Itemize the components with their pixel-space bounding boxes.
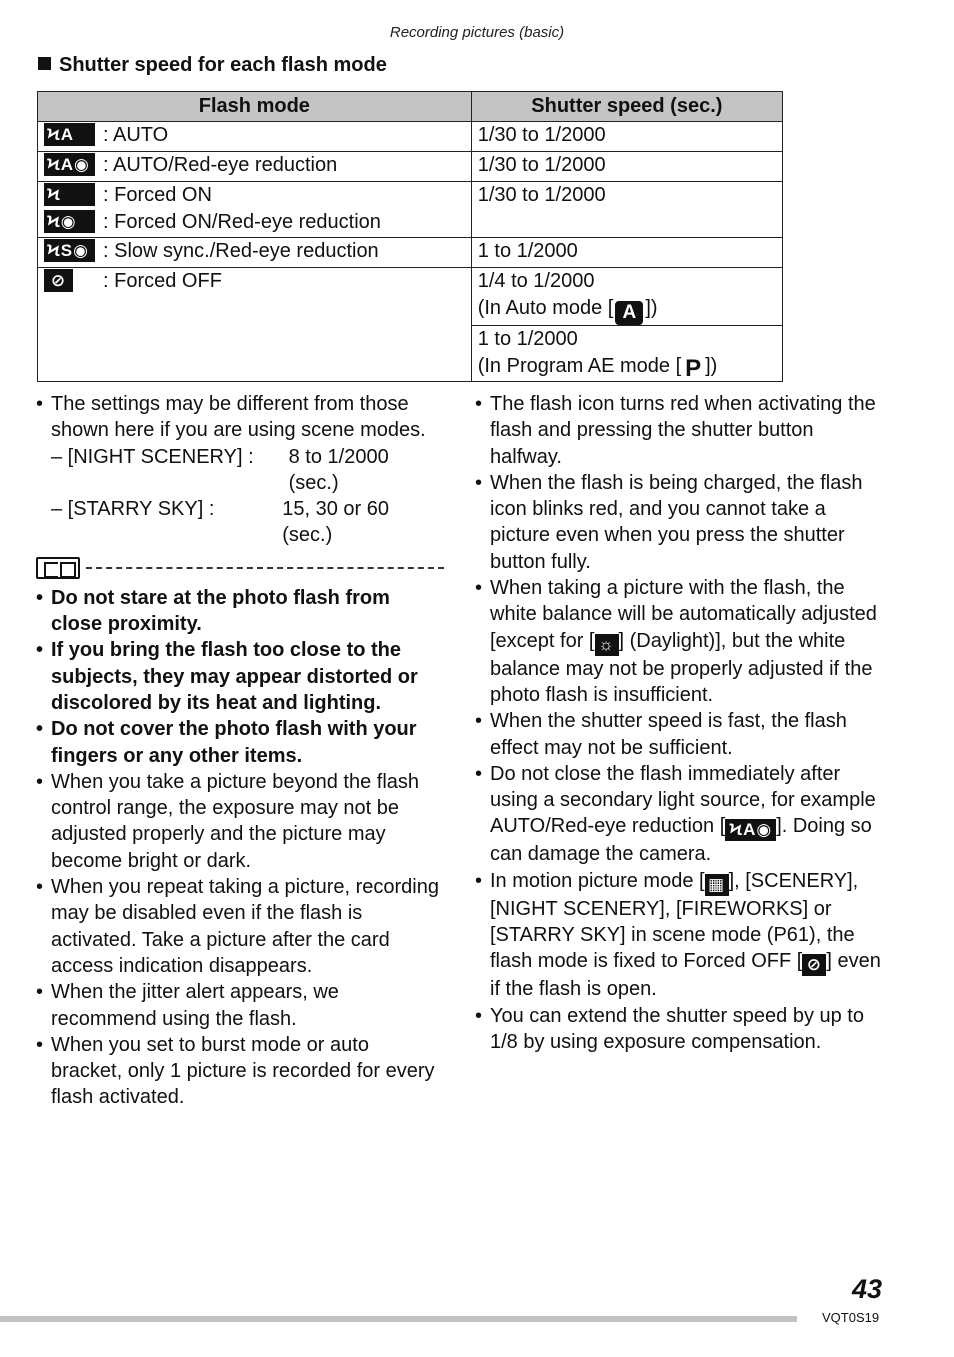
flash-forced-on-icon: Ϟ <box>44 183 95 206</box>
speed-note: (In Program AE mode [ <box>477 355 682 377</box>
flash-auto-redeye-icon: ϞA◉ <box>725 819 776 841</box>
speed-note-end: ]) <box>645 297 658 319</box>
flash-mode-cell <box>38 182 472 238</box>
list-item-text: ]. Doing so can damage the camera. <box>490 815 872 866</box>
list-item <box>475 868 885 1003</box>
scene-name: – [STARRY SKY] : <box>51 498 215 521</box>
speed-note: (In Auto mode [ <box>477 297 614 319</box>
list-item-text: Do not close the flash immediately after using a secondary light source, for example AUTO/Red-eye reduction [ <box>490 762 876 838</box>
flash-mode-cell <box>38 152 472 182</box>
list-item-text: ] even if the flash is open. <box>490 950 881 1001</box>
section-title <box>38 54 387 77</box>
list-item: • Do not cover the photo flash with your fingers or any other items. <box>36 716 444 769</box>
table-row <box>38 238 783 268</box>
flash-forced-off-icon: ⊘ <box>44 269 73 292</box>
note-book-icon <box>36 557 80 579</box>
flash-mode-label: : Forced ON <box>103 184 212 206</box>
list-item: • When the flash is being charged, the flash icon blinks red, and you cannot take a picture even when you press the shutter button fully. <box>475 470 885 575</box>
list-item: • When you repeat taking a picture, recording may be disabled even if the flash is activated. Take a picture after the card access indication disappears. <box>36 874 444 979</box>
shutter-speed-cell <box>471 326 782 382</box>
list-item-text: When taking a picture with the flash, the white balance will be automatically adjusted [except for [ <box>490 577 877 652</box>
flash-mode-label: : AUTO <box>103 124 169 146</box>
speed-note-end: ]) <box>705 355 718 377</box>
flash-mode-label: : Forced ON/Red-eye reduction <box>103 211 381 233</box>
list-item: • The flash icon turns red when activating the flash and pressing the shutter button halfway. <box>475 391 885 470</box>
scene-night-row <box>36 444 444 497</box>
list-item: • Do not stare at the photo flash from close proximity. <box>36 585 444 638</box>
speed-auto-mode: 1/4 to 1/2000 <box>477 270 595 292</box>
list-item: • You can extend the shutter speed by up to 1/8 by using exposure compensation. <box>475 1003 885 1056</box>
list-item-text: ], [SCENERY], [NIGHT SCENERY], [FIREWORKS] or [STARRY SKY] in scene mode (P61), the flash mode is fixed to Forced OFF [ <box>490 869 859 973</box>
table-row <box>38 152 783 182</box>
flash-mode-label: : Slow sync./Red-eye reduction <box>103 240 379 262</box>
flash-mode-cell <box>38 238 472 268</box>
page-number: 43 <box>852 1274 883 1304</box>
section-title-text: Shutter speed for each flash mode <box>59 54 387 76</box>
list-item: • When the jitter alert appears, we recommend using the flash. <box>36 979 444 1032</box>
scene-starry-row <box>36 496 444 549</box>
scene-value: 8 to 1/2000 (sec.) <box>288 445 389 494</box>
note-divider <box>36 553 444 583</box>
header-flash-mode: Flash mode <box>38 92 472 122</box>
list-item-text: ] (Daylight)], but the white balance may not be properly adjusted if the photo flash is insufficient. <box>490 629 873 706</box>
list-item-text: In motion picture mode [ <box>490 869 705 892</box>
header-shutter-speed: Shutter speed (sec.) <box>471 92 782 122</box>
list-item: • When the shutter speed is fast, the flash effect may not be sufficient. <box>475 708 885 761</box>
list-item-text: The settings may be different from those <box>51 393 409 415</box>
table-row <box>38 268 783 326</box>
list-item: • If you bring the flash too close to the subjects, they may appear distorted or discolored by its heat and lighting. <box>36 637 444 716</box>
square-bullet-icon <box>38 57 51 70</box>
flash-auto-icon: ϞA <box>44 123 95 146</box>
flash-mode-label: : AUTO/Red-eye reduction <box>103 154 338 176</box>
list-item-text: shown here if you are using scene modes. <box>51 419 426 442</box>
shutter-speed-cell: 1/30 to 1/2000 <box>471 152 782 182</box>
shutter-speed-cell: 1/30 to 1/2000 <box>471 122 782 152</box>
table-row <box>38 182 783 238</box>
list-item: • When you set to burst mode or auto bracket, only 1 picture is recorded for every flash activated. <box>36 1032 444 1111</box>
auto-mode-icon: A <box>615 301 643 325</box>
table-row <box>38 122 783 152</box>
flash-mode-cell <box>38 122 472 152</box>
list-item <box>475 575 885 708</box>
list-item <box>475 761 885 868</box>
list-item <box>36 391 444 444</box>
running-header: Recording pictures (basic) <box>389 24 565 41</box>
shutter-speed-cell <box>471 268 782 326</box>
flash-auto-redeye-icon: ϞA◉ <box>44 153 95 176</box>
daylight-wb-icon: ☼ <box>595 634 619 656</box>
scene-name: – [NIGHT SCENERY] : <box>51 445 254 468</box>
shutter-speed-cell: 1/30 to 1/2000 <box>471 182 782 238</box>
document-code: VQT0S19 <box>822 1310 880 1325</box>
table-header-row <box>38 92 783 122</box>
scene-value: 15, 30 or 60 (sec.) <box>282 498 389 547</box>
program-ae-mode-icon: P <box>685 355 702 382</box>
flash-mode-label: : Forced OFF <box>103 270 222 292</box>
list-item: • When you take a picture beyond the flash control range, the exposure may not be adjusted properly and the picture may become bright or dark. <box>36 769 444 874</box>
flash-forced-on-redeye-icon: Ϟ◉ <box>44 210 95 233</box>
footer-bar <box>0 1316 797 1322</box>
flash-mode-table <box>37 91 783 382</box>
right-column <box>475 391 885 1055</box>
flash-mode-cell <box>38 268 472 382</box>
motion-picture-icon: ▦ <box>705 874 729 896</box>
flash-slow-sync-redeye-icon: ϞS◉ <box>44 239 95 262</box>
flash-forced-off-icon: ⊘ <box>802 954 826 976</box>
speed-program-mode: 1 to 1/2000 <box>477 328 578 350</box>
shutter-speed-cell: 1 to 1/2000 <box>471 238 782 268</box>
dashed-divider <box>86 567 444 569</box>
left-column <box>36 391 444 1111</box>
